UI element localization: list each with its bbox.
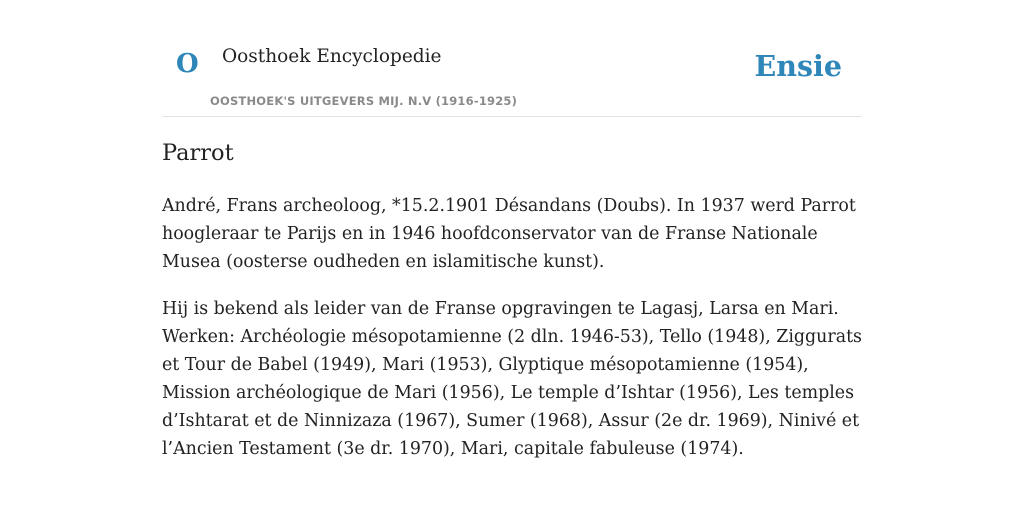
entry-paragraph: André, Frans archeoloog, *15.2.1901 Désandans (Doubs). In 1937 werd Parrot hoogleraar te Parijs en in 1946 hoofdconservator van de Franse Nationale Musea (oosterse oudheden en islamitische kunst). [162,196,856,272]
brand-logo-link[interactable]: Ensie [754,49,842,83]
source-logo-icon[interactable]: O [176,49,199,79]
source-title-link[interactable]: Oosthoek Encyclopedie [222,46,442,67]
entry-card [162,0,862,512]
entry-paragraph: Hij is bekend als leider van de Franse opgravingen te Lagasj, Larsa en Mari. Werken: Archéologie mésopotamienne (2 dln. 1946-53), Tello (1948), Ziggurats et Tour de Babel (1949), Mari (1953), Glyptique mésopotamienne (1954), Mission archéologique de Mari (1956), Le temple d’Ishtar (1956), Les temples d’Ishtarat et de Ninnizaza (1967), Sumer (1968), Assur (2e dr. 1969), Ninivé et l’Ancien Testament (3e dr. 1970), Mari, capitale fabuleuse (1974). [162,299,862,459]
entry-title: Parrot [162,140,234,166]
source-header [162,0,862,117]
source-subtitle: OOSTHOEK'S UITGEVERS MIJ. N.V (1916-1925) [210,94,518,108]
entry-body [162,192,862,482]
